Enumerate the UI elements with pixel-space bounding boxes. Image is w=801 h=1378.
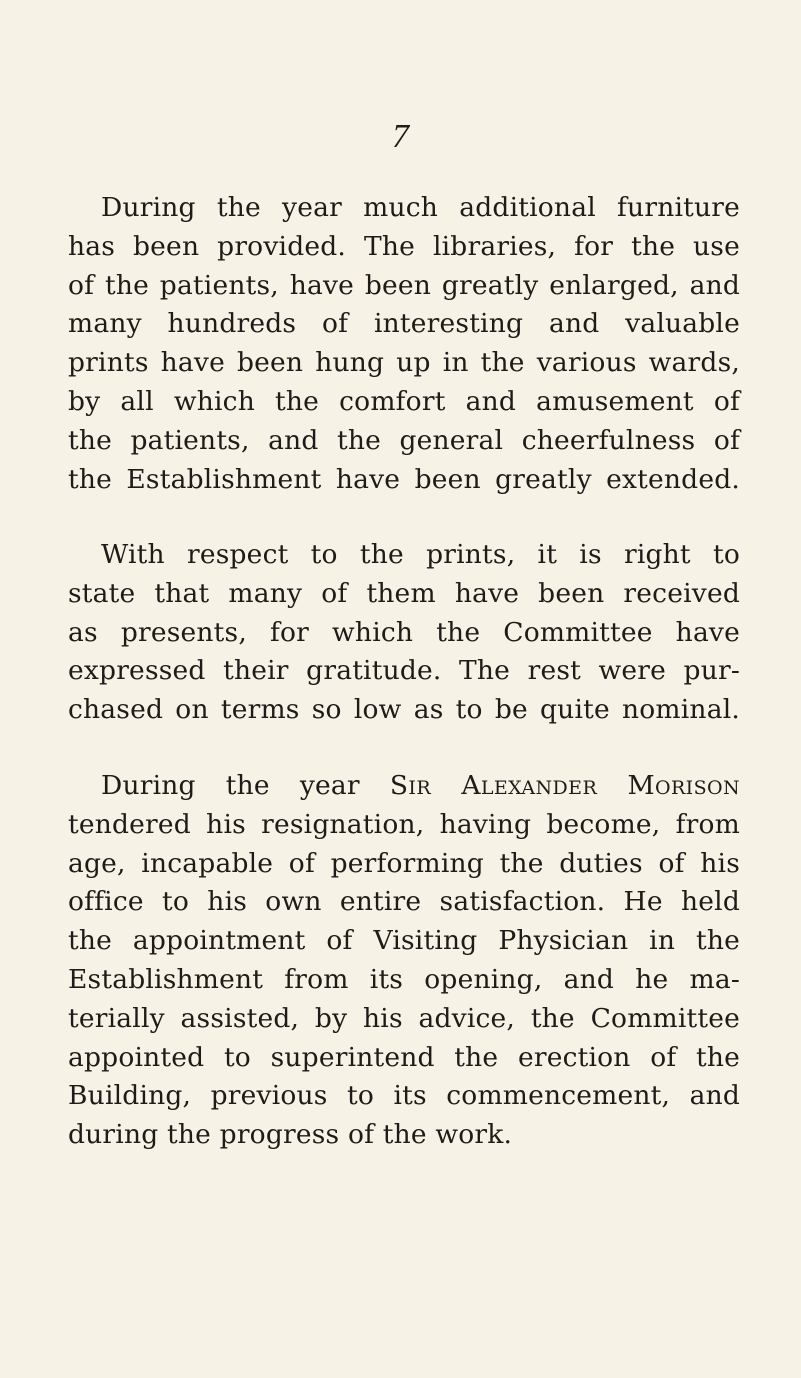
text-line: has been provided. The libraries, for the use — [68, 230, 740, 262]
text-line: office to his own entire satisfaction. He held — [68, 886, 740, 918]
line-prefix: During the year — [101, 770, 390, 801]
paragraph-furniture — [68, 189, 740, 499]
text-line: Establishment from its opening, and he ma- — [68, 963, 740, 995]
text-line: tendered his resignation, having become, from — [68, 808, 740, 840]
page-number: 7 — [392, 118, 409, 155]
text-line: With respect to the prints, it is right to — [101, 539, 740, 570]
text-line: during the progress of the work. — [68, 1119, 513, 1151]
text-line: as presents, for which the Committee have — [68, 616, 740, 648]
text-line: of the patients, have been greatly enlarged, and — [68, 269, 740, 301]
text-line: the appointment of Visiting Physician in the — [68, 925, 740, 957]
person-name: Sir Alexander Morison — [389, 770, 740, 801]
text-line: the Establishment have been greatly extended. — [68, 463, 740, 495]
paragraph-prints — [68, 536, 740, 730]
text-line: expressed their gratitude. The rest were pur- — [68, 655, 740, 687]
text-line: terially assisted, by his advice, the Committee — [68, 1002, 740, 1034]
text-line: During the year much additional furniture — [101, 192, 740, 223]
text-line — [68, 767, 740, 806]
text-line: the patients, and the general cheerfulness of — [68, 424, 740, 456]
text-line: many hundreds of interesting and valuable — [68, 308, 740, 340]
paragraph-resignation — [68, 767, 740, 1155]
text-line: Building, previous to its commencement, and — [68, 1080, 740, 1112]
text-line: appointed to superintend the erection of the — [68, 1041, 740, 1073]
text-line: prints have been hung up in the various wards, — [68, 347, 740, 379]
text-line: state that many of them have been received — [68, 577, 740, 609]
text-line: by all which the comfort and amusement of — [68, 385, 740, 417]
text-line: chased on terms so low as to be quite nominal. — [68, 694, 740, 726]
text-line: age, incapable of performing the duties of his — [68, 847, 740, 879]
